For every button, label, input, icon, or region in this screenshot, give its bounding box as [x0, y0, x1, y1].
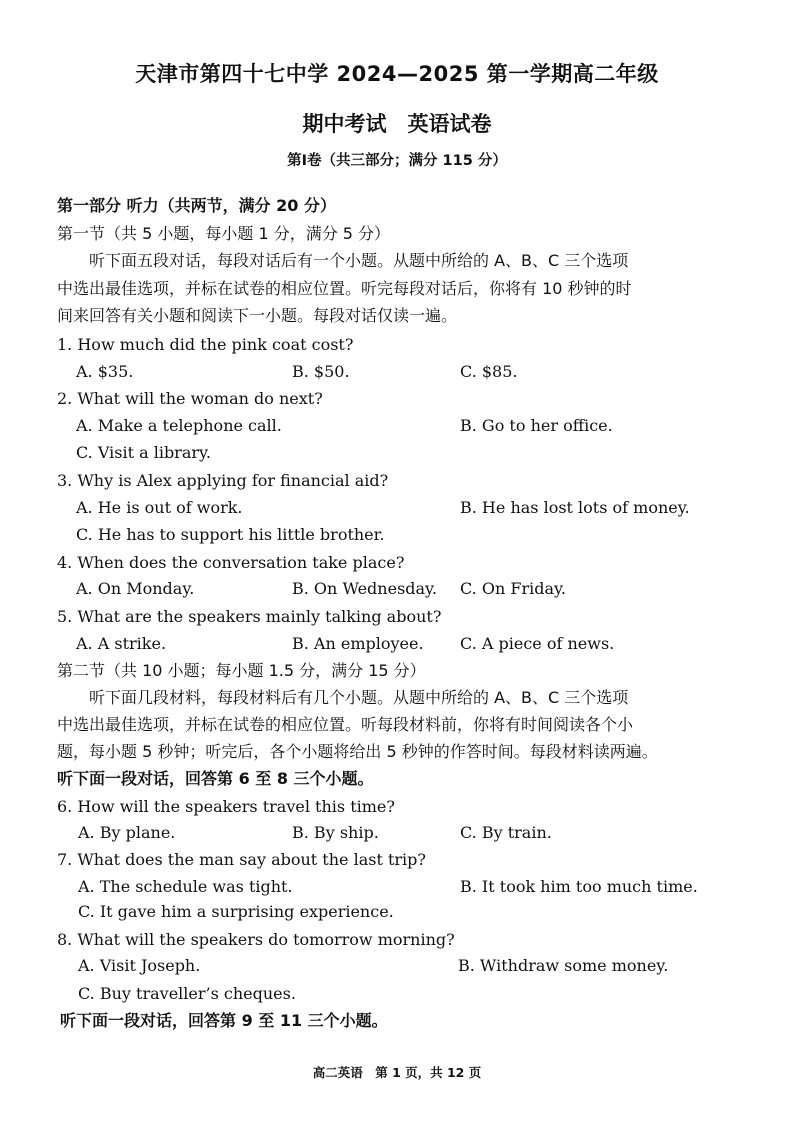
question-6: 6. How will the speakers travel this time?	[57, 797, 395, 816]
q1-option-b: B. $50.	[292, 362, 350, 381]
question-2: 2. What will the woman do next?	[57, 389, 323, 408]
q8-option-a: A. Visit Joseph.	[78, 956, 201, 975]
section1-instruction-line: 间来回答有关小题和阅读下一小题。每段对话仅读一遍。	[57, 306, 458, 325]
section2-instruction-line: 听下面几段材料，每段材料后有几个小题。从题中所给的 A、B、C 三个选项	[57, 688, 629, 707]
q5-option-a: A. A strike.	[76, 634, 167, 653]
q3-option-b: B. He has lost lots of money.	[460, 498, 690, 517]
q8-option-c: C. Buy traveller’s cheques.	[78, 984, 296, 1003]
section2-heading: 第二节（共 10 小题；每小题 1.5 分，满分 15 分）	[57, 661, 426, 680]
q2-option-c: C. Visit a library.	[76, 443, 212, 462]
question-8: 8. What will the speakers do tomorrow morning?	[57, 930, 455, 949]
page-footer: 高二英语 第 1 页，共 12 页	[312, 1065, 482, 1080]
question-5: 5. What are the speakers mainly talking about?	[57, 607, 442, 626]
q6-option-c: C. By train.	[460, 823, 552, 842]
question-4: 4. When does the conversation take place?	[57, 553, 405, 572]
q1-option-c: C. $85.	[460, 362, 518, 381]
group2-prompt: 听下面一段对话，回答第 9 至 11 三个小题。	[60, 1011, 388, 1030]
section1-heading: 第一节（共 5 小题，每小题 1 分，满分 5 分）	[57, 224, 391, 243]
section2-instruction-line: 中选出最佳选项，并标在试卷的相应位置。听每段材料前，你将有时间阅读各个小	[57, 715, 634, 734]
volume-info: 第Ⅰ卷（共三部分；满分 115 分）	[287, 153, 507, 169]
q2-option-b: B. Go to her office.	[460, 416, 613, 435]
q5-option-b: B. An employee.	[292, 634, 424, 653]
section1-instruction-line: 听下面五段对话，每段对话后有一个小题。从题中所给的 A、B、C 三个选项	[57, 251, 629, 270]
q8-option-b: B. Withdraw some money.	[458, 956, 669, 975]
q6-option-a: A. By plane.	[78, 823, 176, 842]
q2-option-a: A. Make a telephone call.	[76, 416, 282, 435]
q3-option-a: A. He is out of work.	[76, 498, 243, 517]
q7-option-b: B. It took him too much time.	[460, 877, 698, 896]
q1-option-a: A. $35.	[76, 362, 134, 381]
question-3: 3. Why is Alex applying for financial aid?	[57, 471, 389, 490]
q3-option-c: C. He has to support his little brother.	[76, 525, 385, 544]
exam-title: 天津市第四十七中学 2024—2025 第一学期高二年级	[135, 62, 659, 86]
part1-heading: 第一部分 听力（共两节，满分 20 分）	[57, 196, 336, 215]
q4-option-b: B. On Wednesday.	[292, 579, 438, 598]
q6-option-b: B. By ship.	[292, 823, 379, 842]
q4-option-c: C. On Friday.	[460, 579, 566, 598]
q4-option-a: A. On Monday.	[76, 579, 195, 598]
q7-option-c: C. It gave him a surprising experience.	[78, 902, 394, 921]
q7-option-a: A. The schedule was tight.	[78, 877, 293, 896]
q5-option-c: C. A piece of news.	[460, 634, 615, 653]
section1-instruction-line: 中选出最佳选项，并标在试卷的相应位置。听完每段对话后，你将有 10 秒钟的时	[57, 279, 632, 298]
section2-instruction-line: 题，每小题 5 秒钟；听完后，各个小题将给出 5 秒钟的作答时间。每段材料读两遍。	[57, 742, 658, 761]
question-1: 1. How much did the pink coat cost?	[57, 335, 354, 354]
exam-subtitle: 期中考试 英语试卷	[302, 112, 492, 136]
question-7: 7. What does the man say about the last trip?	[57, 850, 426, 869]
group1-prompt: 听下面一段对话，回答第 6 至 8 三个小题。	[57, 769, 374, 788]
